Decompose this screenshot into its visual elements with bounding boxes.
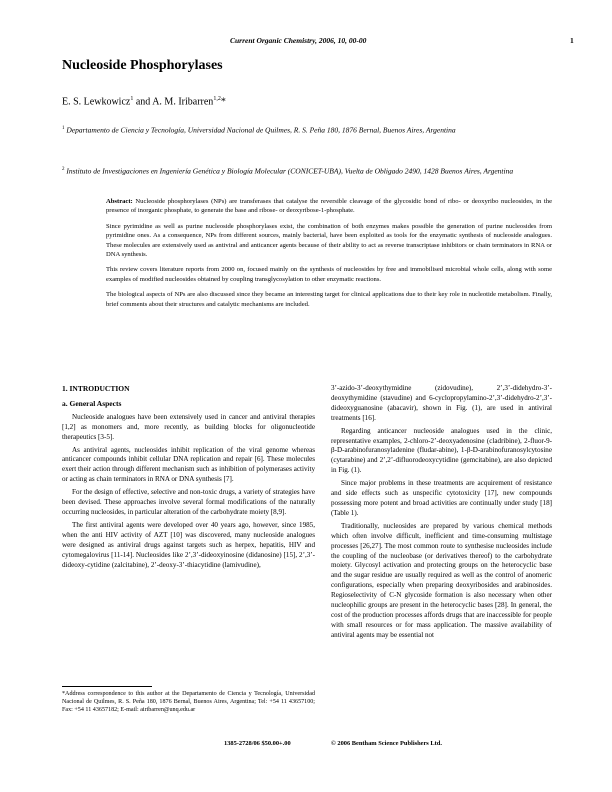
body-paragraph: Nucleoside analogues have been extensively used in cancer and antiviral therapies [1,2] as monomers and, more recently, as building blocks for oligonucleotide therapeutics [3-5].: [62, 412, 315, 441]
body-paragraph: Traditionally, nucleosides are prepared by various chemical methods which often involve difficult, inefficient and time-consuming multistage processes [26,27]. The most common route to synthesise nucleosides include the coupling of the nucleobase (or derivatives thereof) to the carbohydrate moiety. Glycosyl activation and protecting groups on the heterocyclic base and the sugar residue are usually required as well as the control of anomeric configurations, especially when preparing deoxyribosides and arabinosides. Regioselectivity of C-N glycoside formation is also necessary when other nucleophilic groups are present in the heterocyclic bases [28]. In general, the cost of the production processes affords drugs that are inaccessible for people with small resources or for mass application. The massive availability of antiviral agents may be essential not: [331, 521, 552, 639]
affiliation-1: [62, 124, 552, 136]
journal-header: Current Organic Chemistry, 2006, 10, 00-00: [230, 36, 367, 45]
abstract-paragraph-2: Since pyrimidine as well as purine nucleoside phosphorylases exist, the combination of both enzymes makes possible the generation of purine nucleosides from pyrimidine ones. As a consequence, NPs from different sources, mainly bacterial, have been exploited as tools for the enzymatic synthesis of nucleoside analogues. These molecules are extensively used as antiviral and anticancer agents because of their ability to act as reverse transcriptase inhibitors or chain terminators in RNA or DNA synthesis.: [106, 222, 552, 259]
author-2-affil-mark: 1,2: [213, 96, 221, 102]
body-paragraph: Since major problems in these treatments are acquirement of resistance and side effects such as unspecific cytotoxicity [17], new compounds possessing more potent and broad activities are continually under study [18] (Table 1).: [331, 479, 552, 517]
affiliation-2-text: Instituto de Investigaciones en Ingeniería Genética y Biología Molecular (CONICET-UBA), Vuelta de Obligado 2490, 1428 Buenos Aires, Argentina: [64, 166, 514, 176]
abstract-label: Abstract:: [106, 198, 133, 205]
affiliation-1-mark: 1: [62, 126, 65, 131]
author-1: E. S. Lewkowicz: [62, 96, 131, 108]
abstract-paragraph-3: This review covers literature reports from 2000 on, focused mainly on the synthesis of nucleosides by free and immobilised microbial whole cells, along with some examples of modified nucleosides obtained by coupling transglycosylation to other enzymatic reactions.: [106, 266, 552, 283]
abstract: [106, 197, 552, 315]
author-1-affil-mark: 1: [130, 96, 134, 102]
body-paragraph: 3’-azido-3’-deoxythymidine (zidovudine), 2’,3’-didehydro-3’-deoxythymidine (stavudine) and 6-cyclopropylamino-2’,3’-didehydro-2’,3’-dideoxyguanosine (abacavir), shown in Fig. (1), are used in antiviral treatments [16].: [331, 384, 552, 422]
article-title: Nucleoside Phosphorylases: [62, 58, 223, 73]
body-paragraph: Regarding anticancer nucleoside analogues used in the clinic, representative examples, 2-chloro-2’-deoxyadenosine (cladribine), 2-fluor-9-β-D-arabinofuranosyladenine (fludar-abine), 1-β-D-arabinofuranosylcytosine (cytarabine) and 2’,2’-difluorodeoxycytidine (gemcitabine), are also depicted in Fig. (1).: [331, 426, 552, 475]
section-heading: 1. INTRODUCTION: [62, 384, 130, 393]
footer-code: 1385-2728/06 $50.00+.00: [224, 740, 291, 747]
affiliation-2: [62, 165, 552, 177]
footnote-rule: [62, 686, 152, 687]
author-2: and A. M. Iribarren: [133, 96, 214, 108]
abstract-p1-text: Nucleoside phosphorylases (NPs) are transferases that catalyse the reversible cleavage of the glycosidic bond of ribo- or deoxyribo nucleosides, in the presence of inorganic phosphate, to generate the base and ribose- or deoxyribose-1-phosphate.: [106, 198, 552, 215]
body-paragraph: As antiviral agents, nucleosides inhibit replication of the viral genome whereas anticancer compounds inhibit cellular DNA replication and repair [6]. These molecules exert their action through different mechanism such as inhibition of polymerases activity or acting as chain terminators in RNA or DNA synthesis [7].: [62, 445, 315, 484]
right-column: [331, 384, 552, 644]
author-line: [62, 96, 226, 107]
abstract-paragraph-4: The biological aspects of NPs are also discussed since they became an interesting target for clinical applications due to their key role in nucleotide metabolism. Finally, brief comments about their structures and catalytic mechanisms are included.: [106, 291, 552, 308]
corresponding-star: *: [220, 96, 226, 108]
affiliation-2-mark: 2: [62, 167, 65, 172]
page-number: 1: [570, 36, 574, 45]
subsection-heading: a. General Aspects: [62, 398, 122, 408]
body-paragraph: For the design of effective, selective and non-toxic drugs, a variety of strategies have been devised. These approaches involve several formal modifications of the naturally occurring nucleosides, in particular alteration of the carbohydrate moiety [8,9].: [62, 488, 315, 516]
affiliation-1-text: Departamento de Ciencia y Tecnología, Universidad Nacional de Quilmes, R. S. Peña 180, 1876 Bernal, Buenos Aires, Argentina: [64, 125, 456, 135]
correspondence-footnote: *Address correspondence to this author at the Departamento de Ciencia y Tecnología, Universidad Nacional de Quilmes, R. S. Peña 180, 1876 Bernal, Buenos Aires, Argentina; Tel: +54 11 43657100; Fax: +54 11 43657182; E-mail: airibarren@unq.edu.ar: [62, 691, 315, 713]
left-column: [62, 384, 315, 573]
abstract-paragraph-1: [106, 197, 552, 216]
footer-copyright: © 2006 Bentham Science Publishers Ltd.: [331, 740, 442, 747]
body-paragraph: The first antiviral agents were developed over 40 years ago, however, since 1985, when the anti HIV activity of AZT [10] was discovered, many nucleoside analogues were designed as antiviral drugs against targets such as herpex, hepatitis, HIV and cytomegalovirus [11-14]. Nucleosides like 2’,3’-dideoxyinosine (didanosine) [15], 2’,3’-dideoxy-cytidine (zalcitabine), 2’-deoxy-3’-thiacytidine (lamivudine),: [62, 520, 315, 569]
